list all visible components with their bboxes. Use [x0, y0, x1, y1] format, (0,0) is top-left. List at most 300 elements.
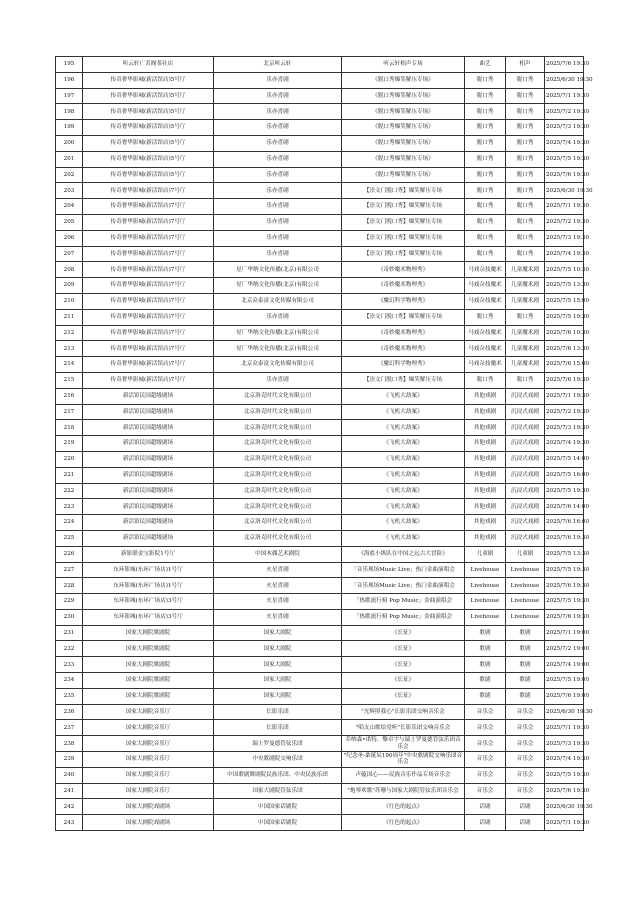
- category-cell: 歌剧: [465, 625, 506, 641]
- organizer-cell: 国家大剧院: [214, 657, 342, 673]
- table-row: [56, 404, 584, 420]
- datetime-cell: 2025/7/6 19:30: [545, 167, 584, 183]
- datetime-cell: 2025/7/5 19:30: [545, 594, 584, 610]
- organizer-cell: 北京洛克时代文化有限公司: [214, 483, 342, 499]
- category-cell: Livehouse: [465, 562, 506, 578]
- venue-cell: 东环影城(东环广场店)1号厅: [83, 562, 214, 578]
- category-cell: 歌剧: [465, 688, 506, 704]
- program-name-cell: 《奇妙魔术物理秀》: [342, 262, 465, 278]
- subcategory-cell: 歌剧: [506, 657, 545, 673]
- table-row: [56, 641, 584, 657]
- row-number-cell: 208: [56, 262, 83, 278]
- organizer-cell: 北京洛克时代文化有限公司: [214, 467, 342, 483]
- category-cell: 脱口秀: [465, 167, 506, 183]
- table-row: [56, 135, 584, 151]
- row-number-cell: 224: [56, 515, 83, 531]
- category-cell: 马戏杂技魔术: [465, 341, 506, 357]
- row-number-cell: 198: [56, 104, 83, 120]
- program-name-cell: 《飞机大劫案》: [342, 451, 465, 467]
- table-row: [56, 704, 584, 720]
- venue-cell: 新活馆民国超级剧场: [83, 451, 214, 467]
- venue-cell: 新活馆民国超级剧场: [83, 515, 214, 531]
- program-name-cell: 《脱口秀爆笑解压专场》: [342, 104, 465, 120]
- organizer-cell: 乐亦喜剧: [214, 167, 342, 183]
- table-row: [56, 436, 584, 452]
- datetime-cell: 2025/7/2 19:30: [545, 104, 584, 120]
- category-cell: 曲艺: [465, 57, 506, 73]
- datetime-cell: 2025/7/1 19:30: [545, 88, 584, 104]
- venue-cell: 传奇奢华影城(新活馆店)7号厅: [83, 183, 214, 199]
- datetime-cell: 2025/7/5 19:30: [545, 309, 584, 325]
- subcategory-cell: 音乐会: [506, 783, 545, 799]
- program-name-cell: "炮琴欢歌"苏珊与国家大剧院管弦乐团音乐会: [342, 783, 465, 799]
- datetime-cell: 2025/7/6 10:30: [545, 325, 584, 341]
- row-number-cell: 235: [56, 688, 83, 704]
- category-cell: 音乐会: [465, 720, 506, 736]
- category-cell: 歌剧: [465, 673, 506, 689]
- venue-cell: 传奇奢华影城(新活馆店)5号厅: [83, 120, 214, 136]
- table-row: [56, 151, 584, 167]
- venue-cell: 传奇奢华影城(新活馆店)5号厅: [83, 167, 214, 183]
- table-row: [56, 736, 584, 752]
- category-cell: 音乐会: [465, 736, 506, 752]
- table-row: [56, 499, 584, 515]
- venue-cell: 传奇奢华影城(新活馆店)7号厅: [83, 309, 214, 325]
- subcategory-cell: 脱口秀: [506, 309, 545, 325]
- datetime-cell: 2025/7/6 19:30: [545, 609, 584, 625]
- organizer-cell: 乐亦喜剧: [214, 88, 342, 104]
- venue-cell: 新活馆民国超级剧场: [83, 388, 214, 404]
- category-cell: 其他戏剧: [465, 483, 506, 499]
- organizer-cell: 火星喜剧: [214, 594, 342, 610]
- venue-cell: 新活馆民国超级剧场: [83, 467, 214, 483]
- venue-cell: 新活馆民国超级剧场: [83, 420, 214, 436]
- organizer-cell: 长影乐团: [214, 704, 342, 720]
- subcategory-cell: 脱口秀: [506, 135, 545, 151]
- program-name-cell: 《奇妙魔术物理秀》: [342, 278, 465, 294]
- organizer-cell: 中国木偶艺术剧院: [214, 546, 342, 562]
- datetime-cell: 2025/7/1 19:30: [545, 815, 584, 831]
- venue-cell: 国家大剧院音乐厅: [83, 704, 214, 720]
- program-name-cell: 《长征》: [342, 673, 465, 689]
- table-row: [56, 815, 584, 831]
- category-cell: 脱口秀: [465, 372, 506, 388]
- category-cell: Livehouse: [465, 578, 506, 594]
- datetime-cell: 2025/7/6 19:00: [545, 688, 584, 704]
- category-cell: 其他戏剧: [465, 499, 506, 515]
- organizer-cell: 瑞士罗曼德管弦乐团: [214, 736, 342, 752]
- venue-cell: 传奇奢华影城(新活馆店)7号厅: [83, 357, 214, 373]
- venue-cell: 新活馆民国超级剧场: [83, 530, 214, 546]
- table-row: [56, 657, 584, 673]
- row-number-cell: 206: [56, 230, 83, 246]
- organizer-cell: 长影乐团: [214, 720, 342, 736]
- datetime-cell: 2025/7/6 16:00: [545, 515, 584, 531]
- row-number-cell: 217: [56, 404, 83, 420]
- organizer-cell: 北京洛克时代文化有限公司: [214, 499, 342, 515]
- table-row: [56, 578, 584, 594]
- table-row: [56, 594, 584, 610]
- table-row: [56, 609, 584, 625]
- program-name-cell: 《脱口秀爆笑解压专场》: [342, 135, 465, 151]
- program-name-cell: 「热歌流行榜 Pop Music」金曲演唱会: [342, 594, 465, 610]
- program-name-cell: 【崇文门脱口秀】爆笑解压专场: [342, 183, 465, 199]
- datetime-cell: 2025/7/5 19:30: [545, 562, 584, 578]
- row-number-cell: 214: [56, 357, 83, 373]
- subcategory-cell: 话剧: [506, 799, 545, 815]
- category-cell: 脱口秀: [465, 135, 506, 151]
- datetime-cell: 2025/7/3 19:30: [545, 120, 584, 136]
- datetime-cell: 2025/7/4 19:00: [545, 657, 584, 673]
- row-number-cell: 196: [56, 72, 83, 88]
- table-row: [56, 120, 584, 136]
- program-name-cell: 《奇妙魔术物理秀》: [342, 341, 465, 357]
- venue-cell: 传奇奢华影城(新活馆店)7号厅: [83, 262, 214, 278]
- venue-cell: 国家大剧院歌剧院: [83, 625, 214, 641]
- subcategory-cell: 沉浸式戏剧: [506, 420, 545, 436]
- subcategory-cell: 音乐会: [506, 736, 545, 752]
- program-name-cell: 《魔幻科学物理秀》: [342, 357, 465, 373]
- datetime-cell: 2025/7/6 19:30: [545, 57, 584, 73]
- program-name-cell: 《飞机大劫案》: [342, 499, 465, 515]
- category-cell: 其他戏剧: [465, 467, 506, 483]
- table-row: [56, 752, 584, 768]
- row-number-cell: 197: [56, 88, 83, 104]
- program-name-cell: 《飞机大劫案》: [342, 530, 465, 546]
- category-cell: 儿童剧: [465, 546, 506, 562]
- program-name-cell: 「音乐现场Music Live」热门金曲演唱会: [342, 562, 465, 578]
- venue-cell: 国家大剧院音乐厅: [83, 767, 214, 783]
- organizer-cell: 星厂华纳文化传播(北京)有限公司: [214, 325, 342, 341]
- category-cell: 脱口秀: [465, 230, 506, 246]
- organizer-cell: 火星喜剧: [214, 562, 342, 578]
- category-cell: 马戏杂技魔术: [465, 278, 506, 294]
- category-cell: 脱口秀: [465, 199, 506, 215]
- row-number-cell: 195: [56, 57, 83, 73]
- program-name-cell: 《飞机大劫案》: [342, 420, 465, 436]
- datetime-cell: 2025/7/5 19:00: [545, 673, 584, 689]
- subcategory-cell: 沉浸式戏剧: [506, 436, 545, 452]
- organizer-cell: 乐亦喜剧: [214, 104, 342, 120]
- subcategory-cell: 儿童剧: [506, 546, 545, 562]
- table-row: [56, 104, 584, 120]
- table-row: [56, 767, 584, 783]
- program-name-cell: 「热歌流行榜 Pop Music」金曲演唱会: [342, 609, 465, 625]
- program-name-cell: 《红色的起点》: [342, 799, 465, 815]
- venue-cell: 传奇奢华影城(新活馆店)7号厅: [83, 278, 214, 294]
- organizer-cell: 乐亦喜剧: [214, 151, 342, 167]
- organizer-cell: 国家大剧院: [214, 673, 342, 689]
- organizer-cell: 星厂华纳文化传播(北京)有限公司: [214, 262, 342, 278]
- venue-cell: 传奇奢华影城(新活馆店)7号厅: [83, 199, 214, 215]
- table-row: [56, 546, 584, 562]
- row-number-cell: 202: [56, 167, 83, 183]
- row-number-cell: 241: [56, 783, 83, 799]
- category-cell: 其他戏剧: [465, 451, 506, 467]
- category-cell: 脱口秀: [465, 151, 506, 167]
- row-number-cell: 215: [56, 372, 83, 388]
- program-name-cell: "纪念圣-桑诞辰190周年"中央歌剧院交响乐团音乐会: [342, 752, 465, 768]
- program-name-cell: 《长征》: [342, 625, 465, 641]
- venue-cell: 新活馆民国超级剧场: [83, 404, 214, 420]
- datetime-cell: 2025/7/6 19:30: [545, 783, 584, 799]
- category-cell: 话剧: [465, 815, 506, 831]
- organizer-cell: 乐亦喜剧: [214, 199, 342, 215]
- row-number-cell: 237: [56, 720, 83, 736]
- organizer-cell: 北京洛克时代文化有限公司: [214, 388, 342, 404]
- category-cell: 音乐会: [465, 752, 506, 768]
- organizer-cell: 北京洛克时代文化有限公司: [214, 451, 342, 467]
- row-number-cell: 229: [56, 594, 83, 610]
- row-number-cell: 207: [56, 246, 83, 262]
- subcategory-cell: 脱口秀: [506, 151, 545, 167]
- datetime-cell: 2025/7/2 19:30: [545, 214, 584, 230]
- table-row: [56, 183, 584, 199]
- category-cell: 歌剧: [465, 657, 506, 673]
- table-row: [56, 783, 584, 799]
- category-cell: 其他戏剧: [465, 404, 506, 420]
- subcategory-cell: 脱口秀: [506, 72, 545, 88]
- organizer-cell: 星厂华纳文化传播(北京)有限公司: [214, 341, 342, 357]
- table-row: [56, 530, 584, 546]
- subcategory-cell: 儿童魔术剧: [506, 262, 545, 278]
- program-name-cell: 《飞机大劫案》: [342, 515, 465, 531]
- subcategory-cell: 儿童魔术剧: [506, 278, 545, 294]
- program-name-cell: 【崇文门脱口秀】爆笑解压专场: [342, 309, 465, 325]
- table-row: [56, 799, 584, 815]
- row-number-cell: 242: [56, 799, 83, 815]
- subcategory-cell: 脱口秀: [506, 120, 545, 136]
- subcategory-cell: 沉浸式戏剧: [506, 530, 545, 546]
- row-number-cell: 233: [56, 657, 83, 673]
- row-number-cell: 225: [56, 530, 83, 546]
- organizer-cell: 乐亦喜剧: [214, 309, 342, 325]
- venue-cell: 国家大剧院戏剧场: [83, 815, 214, 831]
- venue-cell: 新影联金宝影院1号厅: [83, 546, 214, 562]
- table-row: [56, 420, 584, 436]
- organizer-cell: 国家大剧院: [214, 625, 342, 641]
- table-row: [56, 562, 584, 578]
- subcategory-cell: 相声: [506, 57, 545, 73]
- venue-cell: 传奇奢华影城(新活馆店)7号厅: [83, 246, 214, 262]
- venue-cell: 传奇奢华影城(新活馆店)7号厅: [83, 293, 214, 309]
- category-cell: 其他戏剧: [465, 530, 506, 546]
- datetime-cell: 2025/7/4 19:30: [545, 246, 584, 262]
- table-row: [56, 625, 584, 641]
- row-number-cell: 243: [56, 815, 83, 831]
- datetime-cell: 2025/7/5 14:00: [545, 451, 584, 467]
- table-row: [56, 673, 584, 689]
- table-row: [56, 483, 584, 499]
- datetime-cell: 2025/7/5 10:30: [545, 262, 584, 278]
- datetime-cell: 2025/6/30 19:30: [545, 704, 584, 720]
- row-number-cell: 212: [56, 325, 83, 341]
- datetime-cell: 2025/7/1 19:30: [545, 388, 584, 404]
- row-number-cell: 232: [56, 641, 83, 657]
- row-number-cell: 238: [56, 736, 83, 752]
- table-row: [56, 214, 584, 230]
- organizer-cell: 中国歌剧舞剧院民族乐团、中央民族乐团: [214, 767, 342, 783]
- row-number-cell: 239: [56, 752, 83, 768]
- category-cell: 话剧: [465, 799, 506, 815]
- datetime-cell: 2025/7/5 19:30: [545, 767, 584, 783]
- category-cell: Livehouse: [465, 609, 506, 625]
- datetime-cell: 2025/7/3 19:30: [545, 420, 584, 436]
- subcategory-cell: Livehouse: [506, 594, 545, 610]
- datetime-cell: 2025/7/3 19:30: [545, 736, 584, 752]
- program-name-cell: 乔纳森•诺特、黎卓宇与瑞士罗曼德管弦乐团音乐会: [342, 736, 465, 752]
- category-cell: 马戏杂技魔术: [465, 357, 506, 373]
- row-number-cell: 234: [56, 673, 83, 689]
- organizer-cell: 乐亦喜剧: [214, 246, 342, 262]
- venue-cell: 传奇奢华影城(新活馆店)7号厅: [83, 325, 214, 341]
- venue-cell: 国家大剧院歌剧院: [83, 673, 214, 689]
- row-number-cell: 216: [56, 388, 83, 404]
- program-name-cell: "唱支山歌给党听"长影乐团交响音乐会: [342, 720, 465, 736]
- program-name-cell: 《海底小纵队在中国之远古大冒险》: [342, 546, 465, 562]
- row-number-cell: 213: [56, 341, 83, 357]
- category-cell: 其他戏剧: [465, 420, 506, 436]
- venue-cell: 国家大剧院歌剧院: [83, 657, 214, 673]
- datetime-cell: 2025/7/4 19:30: [545, 752, 584, 768]
- subcategory-cell: 沉浸式戏剧: [506, 451, 545, 467]
- program-name-cell: 《脱口秀爆笑解压专场》: [342, 120, 465, 136]
- program-name-cell: 《脱口秀爆笑解压专场》: [342, 151, 465, 167]
- organizer-cell: 北京洛克时代文化有限公司: [214, 420, 342, 436]
- subcategory-cell: 话剧: [506, 815, 545, 831]
- organizer-cell: 中国国家话剧院: [214, 815, 342, 831]
- datetime-cell: 2025/7/4 19:30: [545, 135, 584, 151]
- row-number-cell: 205: [56, 214, 83, 230]
- row-number-cell: 228: [56, 578, 83, 594]
- program-name-cell: 【崇文门脱口秀】爆笑解压专场: [342, 214, 465, 230]
- datetime-cell: 2025/7/5 13:30: [545, 546, 584, 562]
- organizer-cell: 火星喜剧: [214, 609, 342, 625]
- organizer-cell: 北京听云轩: [214, 57, 342, 73]
- subcategory-cell: 音乐会: [506, 704, 545, 720]
- program-name-cell: 《脱口秀爆笑解压专场》: [342, 72, 465, 88]
- category-cell: 其他戏剧: [465, 515, 506, 531]
- table-row: [56, 325, 584, 341]
- datetime-cell: 2025/7/6 19:30: [545, 530, 584, 546]
- row-number-cell: 218: [56, 420, 83, 436]
- datetime-cell: 2025/7/1 19:30: [545, 199, 584, 215]
- category-cell: 马戏杂技魔术: [465, 325, 506, 341]
- row-number-cell: 219: [56, 436, 83, 452]
- organizer-cell: 乐亦喜剧: [214, 183, 342, 199]
- datetime-cell: 2025/7/5 15:00: [545, 293, 584, 309]
- program-name-cell: 《脱口秀爆笑解压专场》: [342, 167, 465, 183]
- organizer-cell: 北京洛克时代文化有限公司: [214, 436, 342, 452]
- program-name-cell: 《飞机大劫案》: [342, 483, 465, 499]
- datetime-cell: 2025/7/2 19:30: [545, 404, 584, 420]
- program-name-cell: 《飞机大劫案》: [342, 467, 465, 483]
- venue-cell: 东环影城(东环广场店)1号厅: [83, 578, 214, 594]
- subcategory-cell: Livehouse: [506, 609, 545, 625]
- venue-cell: 东环影城(东环广场店)3号厅: [83, 609, 214, 625]
- program-name-cell: 【崇文门脱口秀】爆笑解压专场: [342, 199, 465, 215]
- row-number-cell: 209: [56, 278, 83, 294]
- venue-cell: 新活馆民国超级剧场: [83, 483, 214, 499]
- datetime-cell: 2025/7/5 19:30: [545, 151, 584, 167]
- subcategory-cell: 脱口秀: [506, 230, 545, 246]
- venue-cell: 传奇奢华影城(新活馆店)7号厅: [83, 214, 214, 230]
- table-body: [56, 57, 593, 831]
- row-number-cell: 210: [56, 293, 83, 309]
- table-row: [56, 309, 584, 325]
- subcategory-cell: 音乐会: [506, 720, 545, 736]
- subcategory-cell: 歌剧: [506, 641, 545, 657]
- datetime-cell: 2025/7/1 19:30: [545, 720, 584, 736]
- datetime-cell: 2025/7/5 16:00: [545, 467, 584, 483]
- venue-cell: 传奇奢华影城(新活馆店)5号厅: [83, 72, 214, 88]
- subcategory-cell: 沉浸式戏剧: [506, 467, 545, 483]
- table-row: [56, 57, 584, 73]
- subcategory-cell: 脱口秀: [506, 199, 545, 215]
- row-number-cell: 240: [56, 767, 83, 783]
- program-name-cell: 《脱口秀爆笑解压专场》: [342, 88, 465, 104]
- subcategory-cell: 儿童魔术剧: [506, 325, 545, 341]
- category-cell: 脱口秀: [465, 309, 506, 325]
- subcategory-cell: 歌剧: [506, 673, 545, 689]
- venue-cell: 传奇奢华影城(新活馆店)5号厅: [83, 135, 214, 151]
- table-row: [56, 388, 584, 404]
- table-row: [56, 246, 584, 262]
- table-row: [56, 688, 584, 704]
- category-cell: 脱口秀: [465, 104, 506, 120]
- program-name-cell: 《长征》: [342, 688, 465, 704]
- datetime-cell: 2025/7/6 19:30: [545, 578, 584, 594]
- subcategory-cell: 脱口秀: [506, 167, 545, 183]
- venue-cell: 听云轩广茗阁茶社店: [83, 57, 214, 73]
- table-row: [56, 230, 584, 246]
- venue-cell: 传奇奢华影城(新活馆店)5号厅: [83, 88, 214, 104]
- program-name-cell: 【崇文门脱口秀】爆笑解压专场: [342, 230, 465, 246]
- organizer-cell: 北京洛克时代文化有限公司: [214, 515, 342, 531]
- category-cell: 脱口秀: [465, 214, 506, 230]
- table-row: [56, 293, 584, 309]
- program-name-cell: 《长征》: [342, 657, 465, 673]
- venue-cell: 国家大剧院戏剧场: [83, 799, 214, 815]
- organizer-cell: 国家大剧院: [214, 688, 342, 704]
- performance-schedule-table: [55, 56, 593, 831]
- program-name-cell: "光辉照我心"长影乐团交响音乐会: [342, 704, 465, 720]
- category-cell: 歌剧: [465, 641, 506, 657]
- venue-cell: 传奇奢华影城(新活馆店)5号厅: [83, 151, 214, 167]
- subcategory-cell: 歌剧: [506, 688, 545, 704]
- datetime-cell: 2025/6/30 19:30: [545, 72, 584, 88]
- subcategory-cell: 儿童魔术剧: [506, 341, 545, 357]
- venue-cell: 传奇奢华影城(新活馆店)7号厅: [83, 341, 214, 357]
- datetime-cell: 2025/7/6 15:00: [545, 357, 584, 373]
- row-number-cell: 236: [56, 704, 83, 720]
- program-name-cell: 《魔幻科学物理秀》: [342, 293, 465, 309]
- program-name-cell: 声蕴国心——民族音乐作品专场音乐会: [342, 767, 465, 783]
- table-row: [56, 88, 584, 104]
- venue-cell: 新活馆民国超级剧场: [83, 499, 214, 515]
- organizer-cell: 北京众泰富文化传媒有限公司: [214, 293, 342, 309]
- table-row: [56, 515, 584, 531]
- row-number-cell: 204: [56, 199, 83, 215]
- datetime-cell: 2025/7/5 19:30: [545, 483, 584, 499]
- row-number-cell: 223: [56, 499, 83, 515]
- subcategory-cell: 沉浸式戏剧: [506, 483, 545, 499]
- venue-cell: 国家大剧院歌剧院: [83, 688, 214, 704]
- organizer-cell: 中国国家话剧院: [214, 799, 342, 815]
- category-cell: 音乐会: [465, 767, 506, 783]
- organizer-cell: 乐亦喜剧: [214, 214, 342, 230]
- organizer-cell: 乐亦喜剧: [214, 135, 342, 151]
